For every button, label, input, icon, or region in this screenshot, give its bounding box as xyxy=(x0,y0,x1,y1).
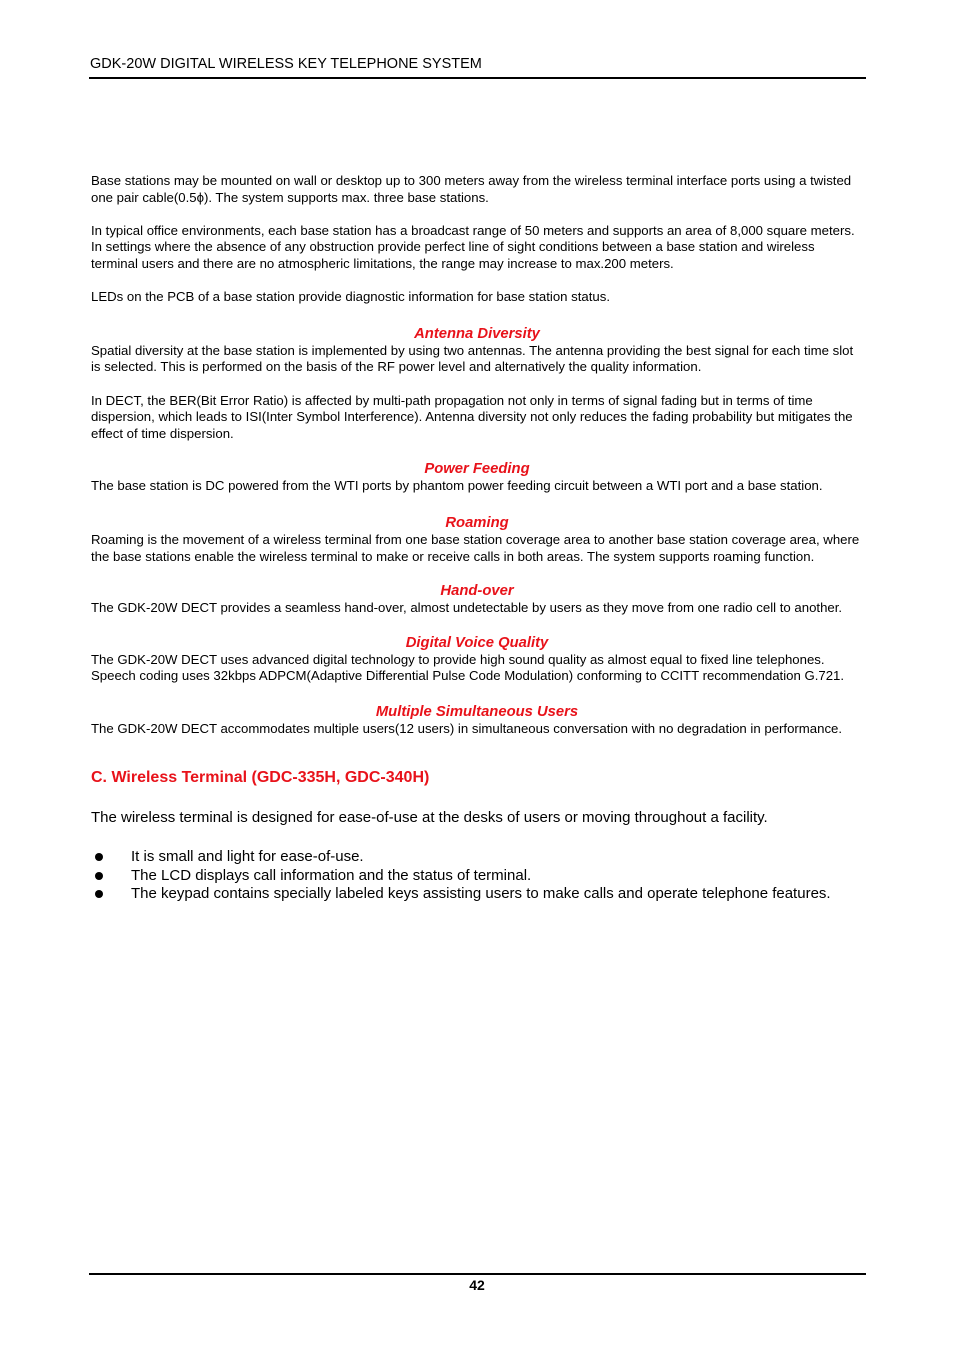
power-paragraph: The base station is DC powered from the WTI ports by phantom power feeding circuit between a WTI port and a base station. xyxy=(91,478,823,494)
list-item: The LCD displays call information and the status of terminal. xyxy=(91,867,863,886)
roaming-paragraph: Roaming is the movement of a wireless terminal from one base station coverage area to another base station coverage area, where the base stations enable the wireless terminal to make or receive calls in both areas. The system supports roaming function. xyxy=(91,531,860,564)
intro-paragraph-3: LEDs on the PCB of a base station provide diagnostic information for base station status. xyxy=(91,289,611,305)
terminal-feature-list xyxy=(91,848,863,904)
heading-power-feeding: Power Feeding xyxy=(424,461,530,478)
list-item: The keypad contains specially labeled keys assisting users to make calls and operate telephone features. xyxy=(91,885,863,904)
handover-paragraph: The GDK-20W DECT provides a seamless hand-over, almost undetectable by users as they move from one radio cell to another. xyxy=(91,600,843,616)
intro-paragraph-1: Base stations may be mounted on wall or desktop up to 300 meters away from the wireless terminal interface ports using a twisted one pair cable(0.5ϕ). The system supports max. three base stations. xyxy=(91,173,852,205)
heading-digital-voice-quality: Digital Voice Quality xyxy=(405,634,549,651)
page-number: 42 xyxy=(469,1277,485,1293)
antenna-paragraph-1: Spatial diversity at the base station is implemented by using two antennas. The antenna providing the best signal for each time slot is selected. This is performed on the basis of the RF power level and alternatively the quality information. xyxy=(91,342,854,375)
heading-multiple-simultaneous-users: Multiple Simultaneous Users xyxy=(375,703,579,720)
bullet-icon xyxy=(95,853,103,861)
footer-rule xyxy=(89,1273,866,1275)
heading-hand-over: Hand-over xyxy=(440,583,514,600)
voice-paragraph: The GDK-20W DECT uses advanced digital technology to provide high sound quality as almost equal to fixed line telephones. Speech coding uses 32kbps ADPCM(Adaptive Differential Pulse Code Modulation) conforming to CCITT recommendation G.721. xyxy=(91,651,845,684)
list-item: It is small and light for ease-of-use. xyxy=(91,848,863,867)
terminal-lead-paragraph: The wireless terminal is designed for ease-of-use at the desks of users or moving throughout a facility. xyxy=(91,809,768,827)
header-rule xyxy=(89,77,866,79)
antenna-paragraph-2: In DECT, the BER(Bit Error Ratio) is affected by multi-path propagation not only in terms of signal fading but in terms of time dispersion, which leads to ISI(Inter Symbol Interference). Antenna diversity not only reduces the fading probability but mitigates the effect of time dispersion. xyxy=(91,392,853,441)
heading-roaming: Roaming xyxy=(445,514,509,531)
multi-paragraph: The GDK-20W DECT accommodates multiple users(12 users) in simultaneous conversation with no degradation in performance. xyxy=(91,720,843,736)
heading-antenna-diversity: Antenna Diversity xyxy=(414,325,540,342)
page-content xyxy=(91,173,863,904)
bullet-icon xyxy=(95,872,103,880)
section-title-wireless-terminal: C. Wireless Terminal (GDC-335H, GDC-340H) xyxy=(91,769,430,787)
bullet-icon xyxy=(95,890,103,898)
intro-paragraph-2: In typical office environments, each base station has a broadcast range of 50 meters and supports an area of 8,000 square meters. In settings where the absence of any obstruction provide perfect line of sight conditions between a base station and wireless terminal users and there are no atmospheric limitations, the range may increase to max.200 meters. xyxy=(91,222,855,271)
running-header: GDK-20W DIGITAL WIRELESS KEY TELEPHONE SYSTEM xyxy=(90,56,482,72)
